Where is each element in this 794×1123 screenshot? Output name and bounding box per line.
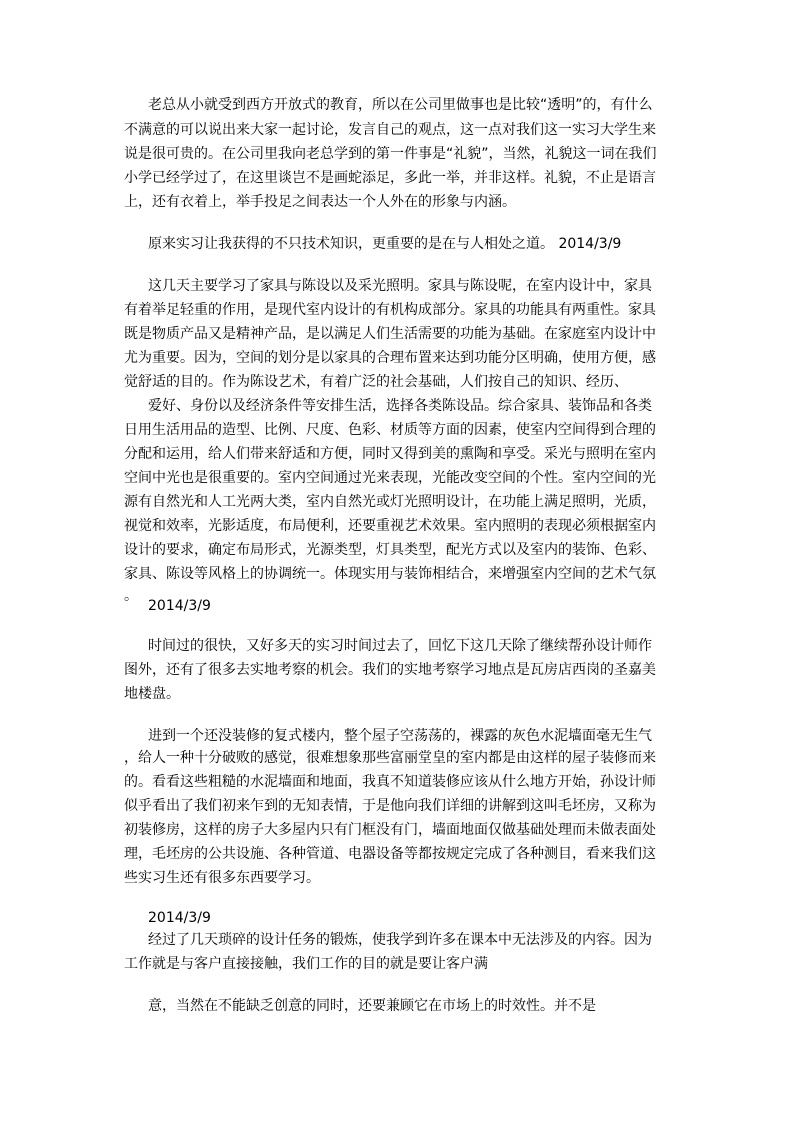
paragraph-4-line-3: 地楼盘。 (124, 686, 180, 702)
paragraph-3-line-5: 觉舒适的目的。作为陈设艺术，有着广泛的社会基础，人们按自己的知识、经历、 (124, 374, 628, 390)
paragraph-3-line-12: 设计的要求，确定布局形式，光源类型，灯具类型，配光方式以及室内的装饰、色彩、 (124, 542, 656, 558)
paragraph-3-line-10: 源有自然光和人工光两大类，室内自然光或灯光照明设计，在功能上满足照明，光质， (124, 494, 656, 510)
paragraph-6-line-1: 经过了几天琐碎的设计任务的锻炼，使我学到许多在课本中无法涉及的内容。因为 (148, 932, 652, 948)
paragraph-1-line-3: 说是很可贵的。在公司里我向老总学到的第一件事是“礼貌”，当然，礼貌这一词在我们 (124, 146, 657, 162)
paragraph-3-line-14: 。 (124, 588, 138, 604)
paragraph-6-line-2: 工作就是与客户直接接触，我们工作的目的就是要让客户满 (124, 956, 488, 972)
paragraph-3-line-7: 日用生活用品的造型、比例、尺度、色彩、材质等方面的因素，使室内空间得到合理的 (124, 422, 656, 438)
paragraph-3-line-13: 家具、陈设等风格上的协调统一。体现实用与装饰相结合，来增强室内空间的艺术气氛 (124, 566, 656, 582)
paragraph-3-line-11: 视觉和效率，光影适度，布局便利，还要重视艺术效果。室内照明的表现必须根据室内 (124, 518, 656, 534)
paragraph-5-line-3: 的。看看这些粗糙的水泥墙面和地面，我真不知道装修应该从什么地方开始，孙设计师 (124, 774, 656, 790)
paragraph-1-line-4: 小学已经学过了，在这里谈岂不是画蛇添足，多此一举，并非这样。礼貌，不止是语言 (124, 170, 656, 186)
paragraph-5-line-1: 进到一个还没装修的复式楼内，整个屋子空荡荡的，裸露的灰色水泥墙面毫无生气 (148, 728, 652, 744)
date-line-2: 2014/3/9 (148, 910, 211, 926)
paragraph-5-line-2: ，给人一种十分破败的感觉，很难想象那些富丽堂皇的室内都是由这样的屋子装修而来 (124, 750, 656, 766)
paragraph-3-line-2: 有着举足轻重的作用，是现代室内设计的有机构成部分。家具的功能具有两重性。家具 (124, 302, 656, 318)
paragraph-3-line-1: 这几天主要学习了家具与陈设以及采光照明。家具与陈设呢，在室内设计中，家具 (148, 278, 652, 294)
paragraph-5-line-7: 些实习生还有很多东西要学习。 (124, 870, 320, 886)
paragraph-3-line-9: 空间中光也是很重要的。室内空间通过光来表现，光能改变空间的个性。室内空间的光 (124, 470, 656, 486)
paragraph-3-line-4: 尤为重要。因为，空间的划分是以家具的合理布置来达到功能分区明确，使用方便，感 (124, 350, 656, 366)
paragraph-5-line-5: 初装修房，这样的房子大多屋内只有门框没有门，墙面地面仅做基础处理而未做表面处 (124, 822, 656, 838)
paragraph-1-line-1: 老总从小就受到西方开放式的教育，所以在公司里做事也是比较“透明”的，有什么 (148, 97, 653, 113)
paragraph-5-line-6: 理，毛坯房的公共设施、各种管道、电器设备等都按规定完成了各种测目，看来我们这 (124, 846, 656, 862)
paragraph-3-line-6: 爱好、身份以及经济条件等安排生活，选择各类陈设品。综合家具、装饰品和各类 (148, 398, 652, 414)
paragraph-4-line-1: 时间过的很快，又好多天的实习时间过去了，回忆下这几天除了继续帮孙设计师作 (148, 638, 652, 654)
paragraph-7-line-1: 意，当然在不能缺乏创意的同时，还要兼顾它在市场上的时效性。并不是 (148, 998, 596, 1014)
paragraph-4-line-2: 图外，还有了很多去实地考察的机会。我们的实地考察学习地点是瓦房店西岗的圣嘉美 (124, 662, 656, 678)
date-line-1: 2014/3/9 (148, 598, 211, 614)
paragraph-1-line-5: 上，还有衣着上，举手投足之间表达一个人外在的形象与内涵。 (124, 194, 516, 210)
paragraph-1-line-2: 不满意的可以说出来大家一起讨论，发言自己的观点，这一点对我们这一实习大学生来 (124, 122, 656, 138)
paragraph-2-line-1: 原来实习让我获得的不只技术知识，更重要的是在与人相处之道。 2014/3/9 (148, 236, 622, 252)
paragraph-5-line-4: 似乎看出了我们初来乍到的无知表情，于是他向我们详细的讲解到这叫毛坯房，又称为 (124, 798, 656, 814)
paragraph-3-line-3: 既是物质产品又是精神产品，是以满足人们生活需要的功能为基础。在家庭室内设计中 (124, 326, 656, 342)
paragraph-3-line-8: 分配和运用，给人们带来舒适和方便，同时又得到美的熏陶和享受。采光与照明在室内 (124, 446, 656, 462)
